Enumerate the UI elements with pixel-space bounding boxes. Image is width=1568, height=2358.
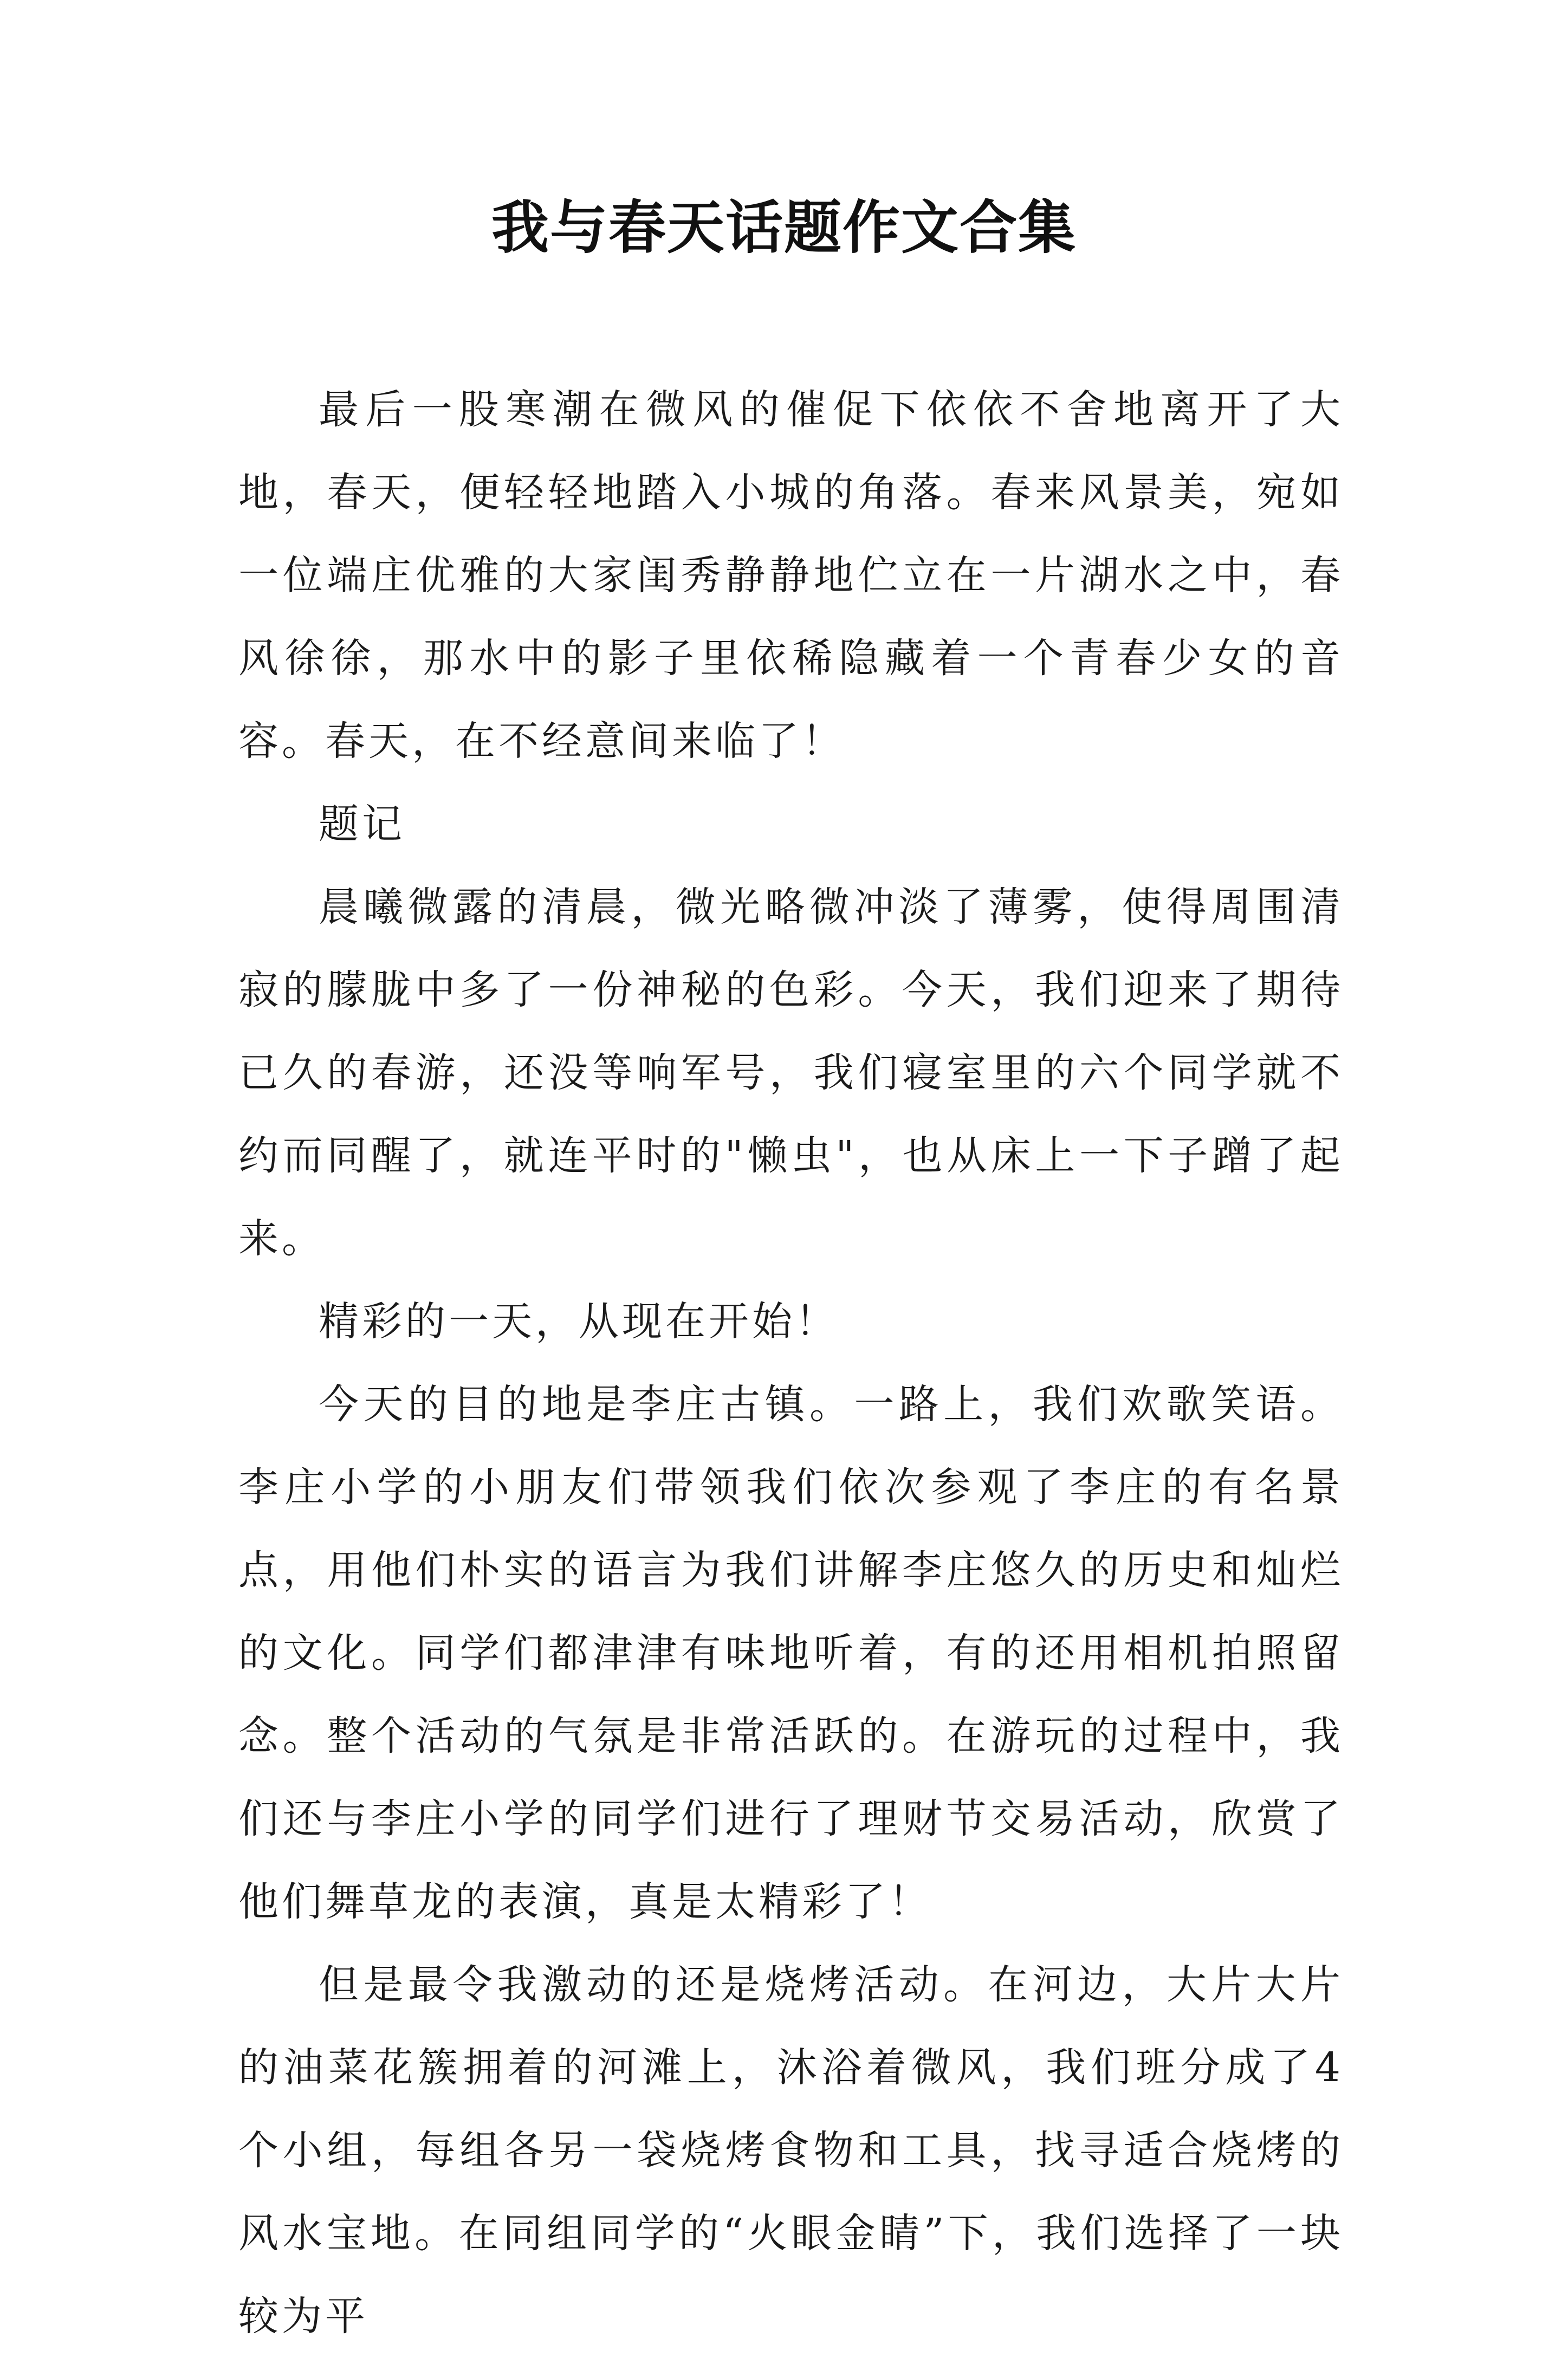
document-body	[238, 368, 1344, 2358]
paragraph-lizhuang: 今天的目的地是李庄古镇。一路上，我们欢歌笑语。李庄小学的小朋友们带领我们依次参观了李庄的有名景点，用他们朴实的语言为我们讲解李庄悠久的历史和灿烂的文化。同学们都津津有味地听着，有的还用相机拍照留念。整个活动的气氛是非常活跃的。在游玩的过程中，我们还与李庄小学的同学们进行了理财节交易活动，欣赏了他们舞草龙的表演，真是太精彩了！	[238, 1381, 1344, 1925]
paragraph-day-start: 精彩的一天，从现在开始！	[319, 1298, 839, 1345]
paragraph-morning: 晨曦微露的清晨，微光略微冲淡了薄雾，使得周围清寂的朦胧中多了一份神秘的色彩。今天，我们迎来了期待已久的春游，还没等响军号，我们寝室里的六个同学就不约而同醒了，就连平时的"懒虫"，也从床上一下子蹭了起来。	[238, 884, 1344, 1262]
paragraph-barbecue: 但是最令我激动的还是烧烤活动。在河边，大片大片的油菜花簇拥着的河滩上，沐浴着微风，我们班分成了4个小组，每组各另一袋烧烤食物和工具，找寻适合烧烤的风水宝地。在同组同学的“火眼金睛”下，我们选择了一块较为平	[238, 1961, 1344, 2340]
paragraph-epigraph-label: 题记	[319, 801, 405, 847]
document-title: 我与春天话题作文合集	[491, 193, 1077, 261]
paragraph-intro: 最后一股寒潮在微风的催促下依依不舍地离开了大地，春天，便轻轻地踏入小城的角落。春来风景美，宛如一位端庄优雅的大家闺秀静静地伫立在一片湖水之中，春风徐徐，那水中的影子里依稀隐藏着一个青春少女的音容。春天，在不经意间来临了！	[238, 386, 1344, 765]
